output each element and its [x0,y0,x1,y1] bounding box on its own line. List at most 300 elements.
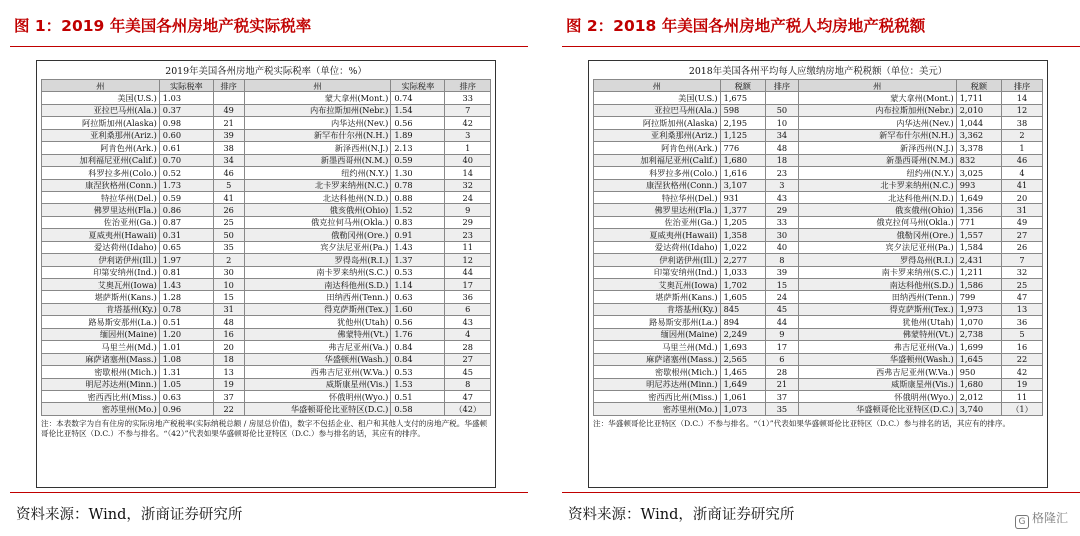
value-cell: 1.14 [391,279,445,291]
rank-cell: 23 [445,229,491,241]
state-cell: 阿拉斯加州(Alaska) [594,117,721,129]
table-row [594,303,1043,315]
table-row [42,266,491,278]
per-capita-tax-table [593,79,1043,416]
value-cell: 1,711 [956,92,1001,104]
value-cell: 1.53 [391,378,445,390]
value-cell: 1,022 [720,241,765,253]
rank-cell: 20 [213,341,244,353]
state-cell: 康涅狄格州(Conn.) [42,179,160,191]
state-cell: 新泽西州(N.J.) [798,142,956,154]
table-row [594,92,1043,104]
value-cell: 3,025 [956,167,1001,179]
rank-cell: 38 [213,142,244,154]
value-cell: 1,070 [956,316,1001,328]
rank-cell: 48 [765,142,798,154]
value-cell: 1,061 [720,390,765,402]
table-row [594,328,1043,340]
state-cell: 西弗吉尼亚州(W.Va.) [244,366,391,378]
state-cell: 科罗拉多州(Colo.) [42,167,160,179]
rank-cell: 27 [445,353,491,365]
value-cell: 2,431 [956,254,1001,266]
state-cell: 纽约州(N.Y.) [798,167,956,179]
column-header: 排序 [213,80,244,92]
value-cell: 950 [956,366,1001,378]
state-cell: 新罕布什尔州(N.H.) [244,129,391,141]
state-cell: 艾奥瓦州(Iowa) [594,279,721,291]
rank-cell: 34 [765,129,798,141]
rank-cell: 22 [1002,353,1043,365]
state-cell: 弗吉尼亚州(Va.) [798,341,956,353]
rank-cell: 50 [213,229,244,241]
value-cell: 0.84 [391,341,445,353]
rank-cell: 19 [1002,378,1043,390]
table-row [594,279,1043,291]
state-cell: 华盛顿州(Wash.) [244,353,391,365]
rank-cell: 15 [765,279,798,291]
state-cell: 缅因州(Maine) [594,328,721,340]
state-cell: 肯塔基州(Ky.) [42,303,160,315]
column-header: 州 [244,80,391,92]
table-caption: 2019年美国各州房地产税实际税率（单位：%） [165,66,367,77]
value-cell: 1,675 [720,92,765,104]
value-cell: 1,033 [720,266,765,278]
rank-cell: 43 [445,316,491,328]
state-cell: 华盛顿哥伦比亚特区(D.C.) [798,403,956,415]
value-cell: 1,211 [956,266,1001,278]
state-cell: 美国(U.S.) [594,92,721,104]
value-cell: 1.08 [159,353,213,365]
value-cell: 1,649 [720,378,765,390]
value-cell: 598 [720,104,765,116]
state-cell: 密苏里州(Mo.) [594,403,721,415]
rank-cell: 10 [765,117,798,129]
value-cell: 3,740 [956,403,1001,415]
state-cell: 宾夕法尼亚州(Pa.) [244,241,391,253]
rank-cell: 46 [1002,154,1043,166]
rank-cell: 2 [1002,129,1043,141]
state-cell: 西弗吉尼亚州(W.Va.) [798,366,956,378]
rank-cell: 21 [213,117,244,129]
state-cell: 麻萨诸塞州(Mass.) [42,353,160,365]
table-row [594,353,1043,365]
state-cell: 伊利诺伊州(Ill.) [594,254,721,266]
rank-cell: 23 [765,167,798,179]
state-cell: 北达科他州(N.D.) [798,191,956,203]
state-cell: 俄克拉何马州(Okla.) [244,216,391,228]
state-cell: 俄克拉何马州(Okla.) [798,216,956,228]
value-cell: 1.89 [391,129,445,141]
value-cell: 776 [720,142,765,154]
state-cell: 印第安纳州(Ind.) [42,266,160,278]
value-cell: 0.63 [159,390,213,402]
rank-cell: 3 [765,179,798,191]
rank-cell: 4 [1002,167,1043,179]
table-note: 注：华盛顿哥伦比亚特区（D.C.）不参与排名。“（1）”代表如果华盛顿哥伦比亚特区（D.C.）参与排名的话，其应有的排序。 [593,418,1011,428]
rank-cell: 14 [1002,92,1043,104]
value-cell: 0.63 [391,291,445,303]
value-cell: 0.53 [391,266,445,278]
rank-cell: 49 [1002,216,1043,228]
table-row [42,403,491,415]
rank-cell: 7 [1002,254,1043,266]
per-capita-tax-table-box [588,60,1048,488]
value-cell: 0.51 [391,390,445,402]
table-row [42,92,491,104]
table-row [42,390,491,402]
value-cell: 1,377 [720,204,765,216]
rank-cell: 25 [213,216,244,228]
rank-cell: 4 [445,328,491,340]
value-cell: 931 [720,191,765,203]
rank-cell: 26 [1002,241,1043,253]
rank-cell: 40 [445,154,491,166]
value-cell: 1.43 [159,279,213,291]
table-row [42,254,491,266]
watermark-text: 格隆汇 [1031,511,1068,525]
value-cell: 3,378 [956,142,1001,154]
state-cell: 印第安纳州(Ind.) [594,266,721,278]
state-cell: 马里兰州(Md.) [42,341,160,353]
column-header: 排序 [1002,80,1043,92]
rank-cell [213,92,244,104]
state-cell: 蒙大拿州(Mont.) [244,92,391,104]
value-cell: 2,565 [720,353,765,365]
value-cell: 1.28 [159,291,213,303]
state-cell: 威斯康星州(Vis.) [798,378,956,390]
value-cell: 0.53 [391,366,445,378]
state-cell: 华盛顿哥伦比亚特区(D.C.) [244,403,391,415]
state-cell: 亚利桑那州(Ariz.) [594,129,721,141]
state-cell: 北达科他州(N.D.) [244,191,391,203]
state-cell: 内布拉斯加州(Nebr.) [798,104,956,116]
rank-cell: 9 [445,204,491,216]
value-cell: 1,702 [720,279,765,291]
state-cell: 新罕布什尔州(N.H.) [798,129,956,141]
rank-cell: 13 [1002,303,1043,315]
value-cell: 3,107 [720,179,765,191]
table-row [42,179,491,191]
rank-cell: 48 [213,316,244,328]
rank-cell: 12 [1002,104,1043,116]
value-cell: 1.30 [391,167,445,179]
value-cell: 2,012 [956,390,1001,402]
state-cell: 新墨西哥州(N.M.) [798,154,956,166]
value-cell: 0.83 [391,216,445,228]
figure-1-title: 图 1：2019 年美国各州房地产税实际税率 [14,17,312,35]
value-cell: 2.13 [391,142,445,154]
rank-cell: 36 [445,291,491,303]
gelonghui-logo-icon: G [1015,515,1029,529]
state-cell: 密西西比州(Miss.) [594,390,721,402]
rank-cell: 37 [213,390,244,402]
state-cell: 得克萨斯州(Tex.) [798,303,956,315]
value-cell: 1.03 [159,92,213,104]
state-cell: 明尼苏达州(Minn.) [594,378,721,390]
value-cell: 1,356 [956,204,1001,216]
table-row [594,191,1043,203]
value-cell: 771 [956,216,1001,228]
table-header-row [594,80,1043,92]
value-cell: 2,277 [720,254,765,266]
rank-cell: 29 [445,216,491,228]
rank-cell: 32 [1002,266,1043,278]
rank-cell: 6 [765,353,798,365]
table-row [594,390,1043,402]
rank-cell: 1 [445,142,491,154]
value-cell: 0.52 [159,167,213,179]
value-cell: 1,125 [720,129,765,141]
table-row [42,104,491,116]
value-cell: 0.59 [159,191,213,203]
value-cell: 0.86 [159,204,213,216]
table-row [594,154,1043,166]
value-cell: 0.61 [159,142,213,154]
rank-cell: 50 [765,104,798,116]
state-cell: 密西西比州(Miss.) [42,390,160,402]
value-cell: 2,195 [720,117,765,129]
rank-cell: 22 [213,403,244,415]
rank-cell: 29 [765,204,798,216]
rank-cell: 5 [213,179,244,191]
state-cell: 肯塔基州(Ky.) [594,303,721,315]
rank-cell: 15 [213,291,244,303]
value-cell: 1,649 [956,191,1001,203]
rank-cell: 31 [1002,204,1043,216]
rank-cell: 24 [445,191,491,203]
rank-cell [765,92,798,104]
value-cell: 0.70 [159,154,213,166]
value-cell: 1.05 [159,378,213,390]
table-row [42,229,491,241]
rank-cell: 46 [213,167,244,179]
table-row [594,341,1043,353]
rank-cell: 19 [213,378,244,390]
value-cell: 845 [720,303,765,315]
rank-cell: 47 [445,390,491,402]
rank-cell: 17 [765,341,798,353]
state-cell: 密歇根州(Mich.) [42,366,160,378]
column-header: 实际税率 [159,80,213,92]
effective-tax-rate-table [41,79,491,416]
source-text: 资料来源：Wind，浙商证券研究所 [16,507,243,523]
rank-cell: 20 [1002,191,1043,203]
table-row [42,328,491,340]
table-row [42,341,491,353]
column-header: 排序 [765,80,798,92]
value-cell: 2,010 [956,104,1001,116]
state-cell: 弗吉尼亚州(Va.) [244,341,391,353]
rank-cell: 10 [213,279,244,291]
table-row [594,117,1043,129]
state-cell: 密苏里州(Mo.) [42,403,160,415]
state-cell: 夏威夷州(Hawaii) [42,229,160,241]
table-row [594,129,1043,141]
state-cell: 犹他州(Utah) [798,316,956,328]
value-cell: 0.65 [159,241,213,253]
rank-cell: 1 [1002,142,1043,154]
state-cell: 堪萨斯州(Kans.) [42,291,160,303]
state-cell: 得克萨斯州(Tex.) [244,303,391,315]
rank-cell: 8 [445,378,491,390]
value-cell: 1,973 [956,303,1001,315]
effective-tax-rate-table-box [36,60,496,488]
table-note: 注：本表数字为自有住房的实际房地产税税率(实际纳税总额 / 房屋总价值)，数字不包括企业、租户和其他人支付的房地产税。华盛顿哥伦比亚特区（D.C.）不参与排名。“（42）”代表如果华盛顿哥伦比亚特区（D.C.）参与排名的话，其应有的排序。 [41,418,488,439]
title-divider [10,46,528,47]
rank-cell: 30 [765,229,798,241]
value-cell: 0.87 [159,216,213,228]
state-cell: 明尼苏达州(Minn.) [42,378,160,390]
rank-cell: 40 [765,241,798,253]
watermark [1015,509,1068,529]
state-cell: 阿肯色州(Ark.) [42,142,160,154]
table-row [42,353,491,365]
value-cell: 0.58 [391,403,445,415]
value-cell: 1,645 [956,353,1001,365]
state-cell: 夏威夷州(Hawaii) [594,229,721,241]
column-header: 州 [594,80,721,92]
rank-cell: （1） [1002,403,1043,415]
state-cell: 内华达州(Nev.) [244,117,391,129]
column-header: 州 [798,80,956,92]
state-cell: 康涅狄格州(Conn.) [594,179,721,191]
rank-cell: 24 [765,291,798,303]
rank-cell: 39 [213,129,244,141]
state-cell: 亚拉巴马州(Ala.) [42,104,160,116]
value-cell: 993 [956,179,1001,191]
value-cell: 0.81 [159,266,213,278]
state-cell: 阿拉斯加州(Alaska) [42,117,160,129]
value-cell: 0.56 [391,316,445,328]
state-cell: 田纳西州(Tenn.) [244,291,391,303]
value-cell: 0.98 [159,117,213,129]
state-cell: 佐治亚州(Ga.) [594,216,721,228]
rank-cell: 35 [213,241,244,253]
state-cell: 堪萨斯州(Kans.) [594,291,721,303]
value-cell: 799 [956,291,1001,303]
value-cell: 0.56 [391,117,445,129]
rank-cell: 9 [765,328,798,340]
source-divider [10,492,528,493]
value-cell: 0.96 [159,403,213,415]
table-row [42,303,491,315]
rank-cell: 37 [765,390,798,402]
value-cell: 894 [720,316,765,328]
state-cell: 缅因州(Maine) [42,328,160,340]
state-cell: 俄亥俄州(Ohio) [244,204,391,216]
state-cell: 佐治亚州(Ga.) [42,216,160,228]
state-cell: 犹他州(Utah) [244,316,391,328]
rank-cell: 33 [445,92,491,104]
state-cell: 特拉华州(Del.) [42,191,160,203]
rank-cell: 45 [765,303,798,315]
value-cell: 0.78 [391,179,445,191]
rank-cell: 41 [213,191,244,203]
left-panel [0,0,528,536]
value-cell: 1.20 [159,328,213,340]
state-cell: 内布拉斯加州(Nebr.) [244,104,391,116]
state-cell: 亚拉巴马州(Ala.) [594,104,721,116]
rank-cell: 39 [765,266,798,278]
rank-cell: （42） [445,403,491,415]
state-cell: 田纳西州(Tenn.) [798,291,956,303]
table-row [594,254,1043,266]
value-cell: 0.31 [159,229,213,241]
value-cell: 1,557 [956,229,1001,241]
table-caption: 2018年美国各州平均每人应缴纳房地产税税额（单位：美元） [688,66,948,77]
state-cell: 怀俄明州(Wyo.) [244,390,391,402]
value-cell: 1,205 [720,216,765,228]
value-cell: 1,680 [720,154,765,166]
state-cell: 北卡罗来纳州(N.C.) [798,179,956,191]
table-row [42,167,491,179]
rank-cell: 11 [445,241,491,253]
table-row [42,241,491,253]
table-row [42,216,491,228]
rank-cell: 28 [445,341,491,353]
rank-cell: 45 [445,366,491,378]
value-cell: 1,358 [720,229,765,241]
state-cell: 威斯康星州(Vis.) [244,378,391,390]
state-cell: 宾夕法尼亚州(Pa.) [798,241,956,253]
rank-cell: 30 [213,266,244,278]
rank-cell: 2 [213,254,244,266]
state-cell: 新泽西州(N.J.) [244,142,391,154]
state-cell: 怀俄明州(Wyo.) [798,390,956,402]
state-cell: 爱达荷州(Idaho) [594,241,721,253]
state-cell: 罗得岛州(R.I.) [244,254,391,266]
state-cell: 华盛顿州(Wash.) [798,353,956,365]
rank-cell: 21 [765,378,798,390]
value-cell: 1.43 [391,241,445,253]
rank-cell: 11 [1002,390,1043,402]
value-cell: 0.60 [159,129,213,141]
state-cell: 内华达州(Nev.) [798,117,956,129]
state-cell: 北卡罗来纳州(N.C.) [244,179,391,191]
value-cell: 0.84 [391,353,445,365]
value-cell: 0.37 [159,104,213,116]
rank-cell: 17 [445,279,491,291]
value-cell: 1.60 [391,303,445,315]
value-cell: 1,699 [956,341,1001,353]
table-row [594,291,1043,303]
table-row [594,241,1043,253]
table-row [594,229,1043,241]
rank-cell: 43 [765,191,798,203]
state-cell: 亚利桑那州(Ariz.) [42,129,160,141]
value-cell: 1,680 [956,378,1001,390]
value-cell: 1,044 [956,117,1001,129]
value-cell: 0.74 [391,92,445,104]
table-row [42,204,491,216]
rank-cell: 6 [445,303,491,315]
value-cell: 1,465 [720,366,765,378]
table-row [42,117,491,129]
value-cell: 0.51 [159,316,213,328]
rank-cell: 18 [213,353,244,365]
column-header: 州 [42,80,160,92]
source-divider [562,492,1080,493]
value-cell: 832 [956,154,1001,166]
table-row [594,167,1043,179]
table-row [594,179,1043,191]
column-header: 税额 [720,80,765,92]
value-cell: 0.59 [391,154,445,166]
state-cell: 俄勒冈州(Ore.) [798,229,956,241]
table-row [594,266,1043,278]
figure-2-title: 图 2：2018 年美国各州房地产税人均房地产税税额 [566,17,926,35]
state-cell: 佛罗里达州(Fla.) [42,204,160,216]
